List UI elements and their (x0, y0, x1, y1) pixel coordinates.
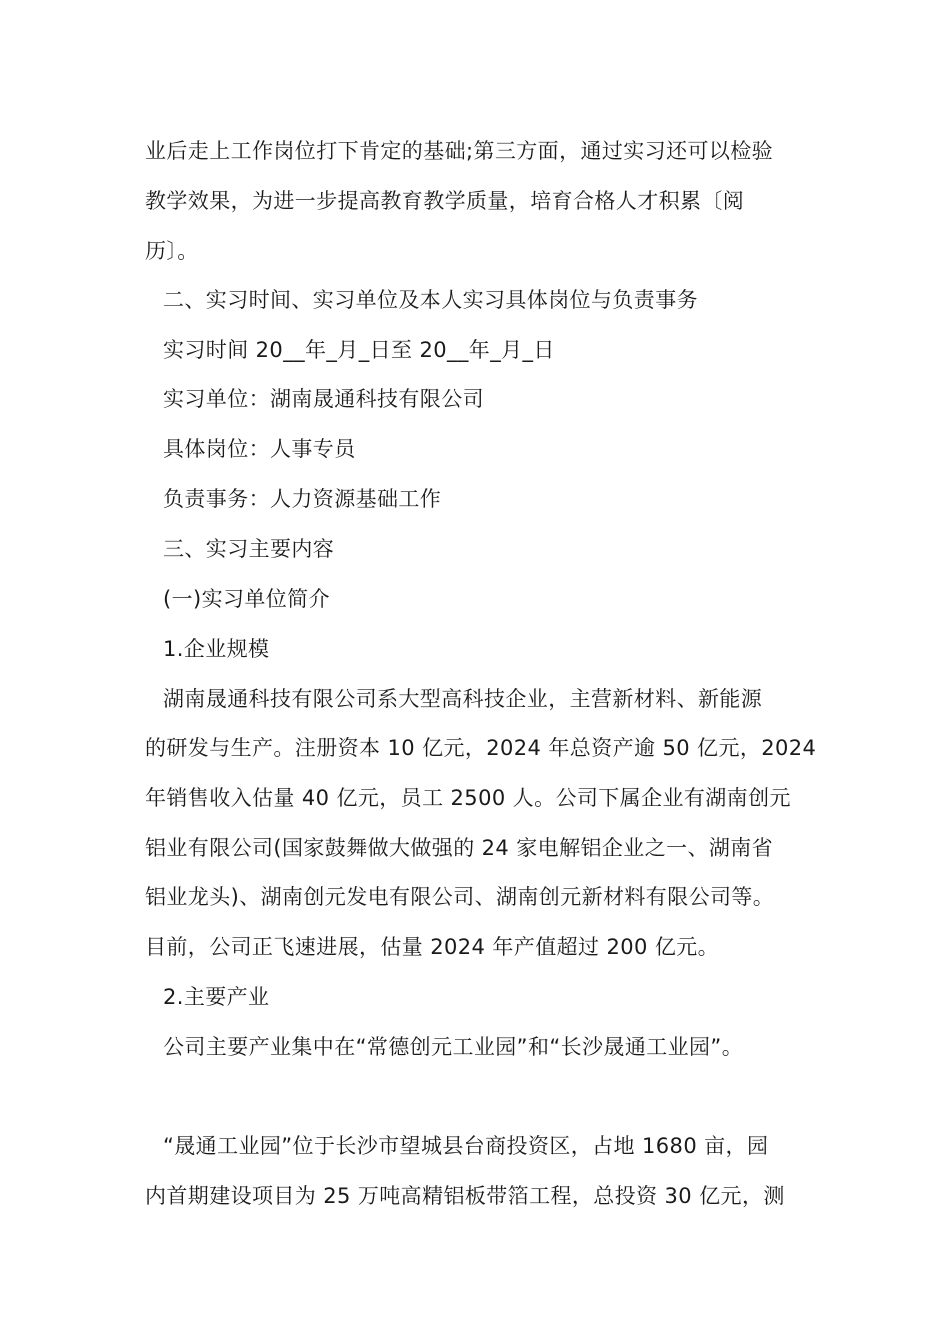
paragraph-line: 内首期建设项目为 25 万吨高精铝板带箔工程，总投资 30 亿元，测 (145, 1184, 785, 1208)
paragraph-line: 具体岗位：人事专员 (163, 437, 356, 461)
paragraph-line: 实习时间 20__年_月_日至 20__年_月_日 (163, 338, 555, 362)
section-heading: 二、实习时间、实习单位及本人实习具体岗位与负责事务 (163, 288, 698, 312)
subsection-heading: 2.主要产业 (163, 985, 270, 1009)
paragraph-line: 铝业有限公司(国家鼓舞做大做强的 24 家电解铝企业之一、湖南省 (145, 836, 774, 860)
paragraph-line: 公司主要产业集中在“常德创元工业园”和“长沙晟通工业园”。 (163, 1035, 744, 1059)
section-heading: 三、实习主要内容 (163, 537, 335, 561)
paragraph-line: 湖南晟通科技有限公司系大型高科技企业，主营新材料、新能源 (163, 687, 763, 711)
paragraph-line: 铝业龙头)、湖南创元发电有限公司、湖南创元新材料有限公司等。 (145, 885, 775, 909)
paragraph-line: 年销售收入估量 40 亿元，员工 2500 人。公司下属企业有湖南创元 (145, 786, 791, 810)
paragraph-line: 实习单位：湖南晟通科技有限公司 (163, 387, 484, 411)
paragraph-line: 历〕。 (145, 239, 199, 263)
paragraph-line: 业后走上工作岗位打下肯定的基础;第三方面，通过实习还可以检验 (145, 139, 774, 163)
paragraph-line: “晟通工业园”位于长沙市望城县台商投资区，占地 1680 亩，园 (163, 1134, 769, 1158)
paragraph-line: 的研发与生产。注册资本 10 亿元，2024 年总资产逾 50 亿元，2024 (145, 736, 817, 760)
subsection-heading: (一)实习单位简介 (163, 587, 330, 611)
paragraph-line: 教学效果，为进一步提高教育教学质量，培育合格人才积累〔阅 (145, 189, 745, 213)
paragraph-line: 负责事务：人力资源基础工作 (163, 487, 442, 511)
subsection-heading: 1.企业规模 (163, 637, 270, 661)
paragraph-line: 目前，公司正飞速进展，估量 2024 年产值超过 200 亿元。 (145, 935, 720, 959)
